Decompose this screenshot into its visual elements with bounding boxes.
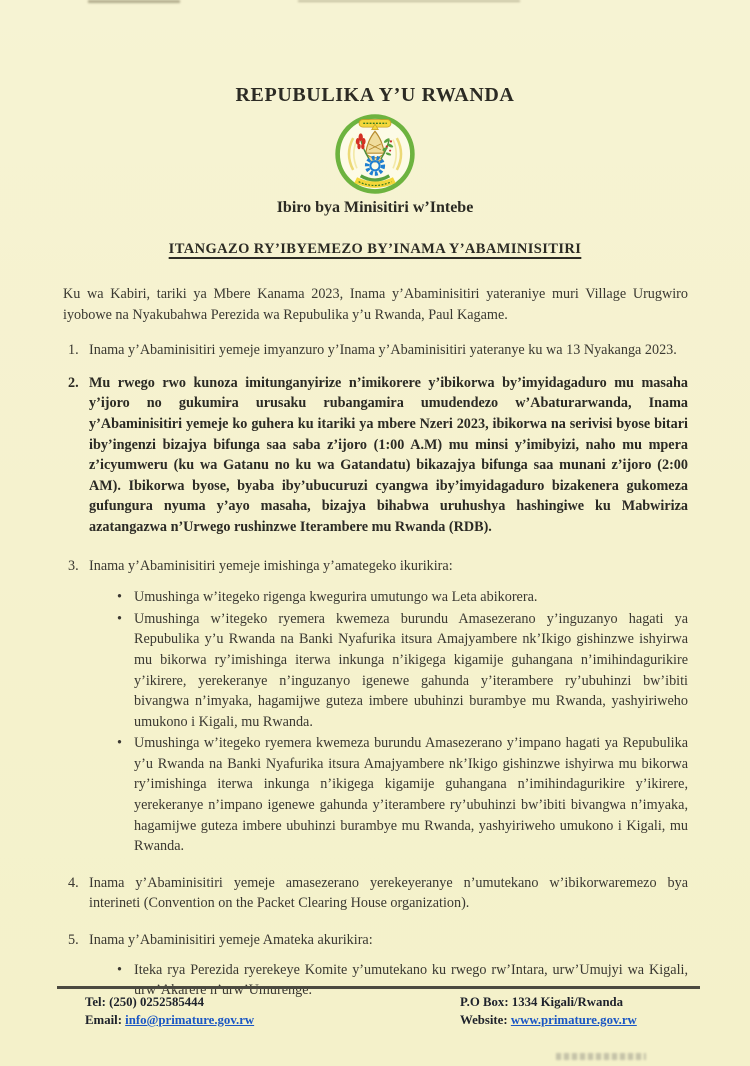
rwanda-coat-of-arms-icon: [333, 112, 417, 196]
intro-paragraph: Ku wa Kabiri, tariki ya Mbere Kanama 2023, Inama y’Abaminisitiri yateraniye muri Village Urugwiro iyobowe na Nyakubahwa Perezida wa Repubulika y’u Rwanda, Paul Kagame.: [63, 286, 688, 323]
list-item-3: [63, 556, 688, 857]
bullet-item: [89, 609, 688, 733]
item-text: Mu rwego rwo kunoza imitunganyirize n’imikorere y’ibikorwa by’imyidagaduro mu masaha y’ijoro no gukumira urusaku rubangamira umudendezo w’Abaturarwanda, Inama y’Abaminisitiri yemeje ko guhera ku itariki ya mbere Nzeri 2023, ibikorwa na serivisi byose bitari iby’ingenzi bizajya bifunga saa saba z’ijoro (1:00 A.M) mu minsi y’imibyizi, naho mu mpera z’icyumweru (ku wa Gatanu no ku wa Gatandatu) bikazajya bifunga saa munani z’ijoro (2:00 AM). Ibikorwa byose, byaba iby’ubucuruzi cyangwa iby’imyidagaduro bizakenera gukomeza gufungura nyuma y’ayo masaha, bizajya bihabwa uruhushya hashingiwe ku Mabwiriza azatangazwa n’Urwego rushinzwe Iterambere mu Rwanda (RDB).: [89, 374, 688, 535]
item-number: 2.: [68, 374, 79, 391]
tel-value: (250) 0252585444: [109, 995, 204, 1009]
list-item-1: [63, 340, 688, 361]
republic-title: REPUBULIKA Y’U RWANDA: [235, 84, 515, 106]
item-number: 5.: [68, 932, 79, 949]
item-number: 4.: [68, 874, 79, 891]
bullet-item: [89, 733, 688, 857]
list-item-4: [63, 873, 688, 914]
list-item-2: [63, 373, 688, 538]
tel-label: Tel:: [85, 995, 106, 1009]
scan-artifact: [556, 1053, 646, 1060]
document-header: [0, 0, 750, 258]
emblem-container: [0, 112, 750, 196]
bullet-marker: •: [117, 961, 122, 978]
bullet-marker: •: [117, 735, 122, 752]
footer-contact-right: [460, 994, 700, 1030]
scan-artifact: [298, 0, 520, 2]
office-title: Ibiro bya Minisitiri w’Intebe: [276, 199, 474, 216]
item-text: Inama y’Abaminisitiri yemeje Amateka akurikira:: [89, 932, 373, 949]
website-link[interactable]: www.primature.gov.rw: [510, 1012, 637, 1027]
bullet-list: [89, 587, 688, 857]
item-text: Inama y’Abaminisitiri yemeje imishinga y’amategeko ikurikira:: [89, 557, 453, 574]
email-link[interactable]: info@primature.gov.rw: [125, 1012, 255, 1027]
item-text: Inama y’Abaminisitiri yemeje imyanzuro y’Inama y’Abaminisitiri yateranye ku wa 13 Nyakanga 2023.: [89, 342, 677, 359]
bullet-text: Umushinga w’itegeko ryemera kwemeza burundu Amasezerano y’inguzanyo hagati ya Repubulika y’u Rwanda na Banki Nyafurika itsura Amajyambere nk’Ikigo gishinzwe ishyirwa mu bikorwa ry’imishinga iterwa inkunga n’ikigega kigamije guhangana n’imihindagurikire y’ikirere, yerekeranye n’inguzanyo igenewe gahunda y’iterambere ry’ubuhinzi bw’ibiti bivangwa n’imyaka, hagamijwe guteza imbere ubuhinzi burambye mu Rwanda, yashyiriweho umukono i Kigali, mu Rwanda.: [134, 610, 688, 730]
pobox-label: P.O Box:: [460, 995, 509, 1009]
bullet-text: Iteka rya Perezida ryerekeye Komite y’umutekano ku rwego rw’Intara, urw’Umujyi wa Kigali, urw’Akarere n’urw’Umurenge.: [134, 961, 688, 999]
bullet-text: Umushinga w’itegeko ryemera kwemeza burundu Amasezerano y’impano hagati ya Repubulika y’u Rwanda na Banki Nyafurika itsura Amajyambere nk’Ikigo gishinzwe ishyirwa mu bikorwa ry’imishinga iterwa inkunga n’ikigega kigamije guhangana n’imihindagurikire y’ikirere, yerekeranye n’impano igenewe gahunda y’iterambere ry’ubuhinzi bw’ibiti bivangwa n’imyaka, hagamijwe guteza imbere ubuhinzi burambye mu Rwanda, yashyiriweho umukono i Kigali, mu Rwanda.: [134, 735, 688, 855]
document-heading: ITANGAZO RY’IBYEMEZO BY’INAMA Y’ABAMINISITIRI: [168, 241, 582, 257]
item-text: Inama y’Abaminisitiri yemeje amasezerano yerekeyeranye n’umutekano w’ibikorwaremezo bya interineti (Convention on the Packet Clearing House organization).: [89, 874, 688, 912]
bullet-text: Umushinga w’itegeko rigenga kwegurira umutungo wa Leta abikorera.: [134, 589, 538, 606]
bullet-marker: •: [117, 589, 122, 606]
website-label: Website:: [460, 1012, 508, 1027]
document-body: [63, 284, 688, 1001]
scan-artifact: [88, 0, 180, 3]
bullet-item: [89, 587, 688, 608]
item-number: 1.: [68, 342, 79, 359]
pobox-value: 1334 Kigali/Rwanda: [511, 995, 624, 1009]
email-label: Email:: [85, 1012, 122, 1027]
footer-contact-left: [85, 994, 254, 1030]
item-number: 3.: [68, 557, 79, 574]
bullet-marker: •: [117, 610, 122, 627]
letterhead-footer: [57, 986, 700, 1030]
